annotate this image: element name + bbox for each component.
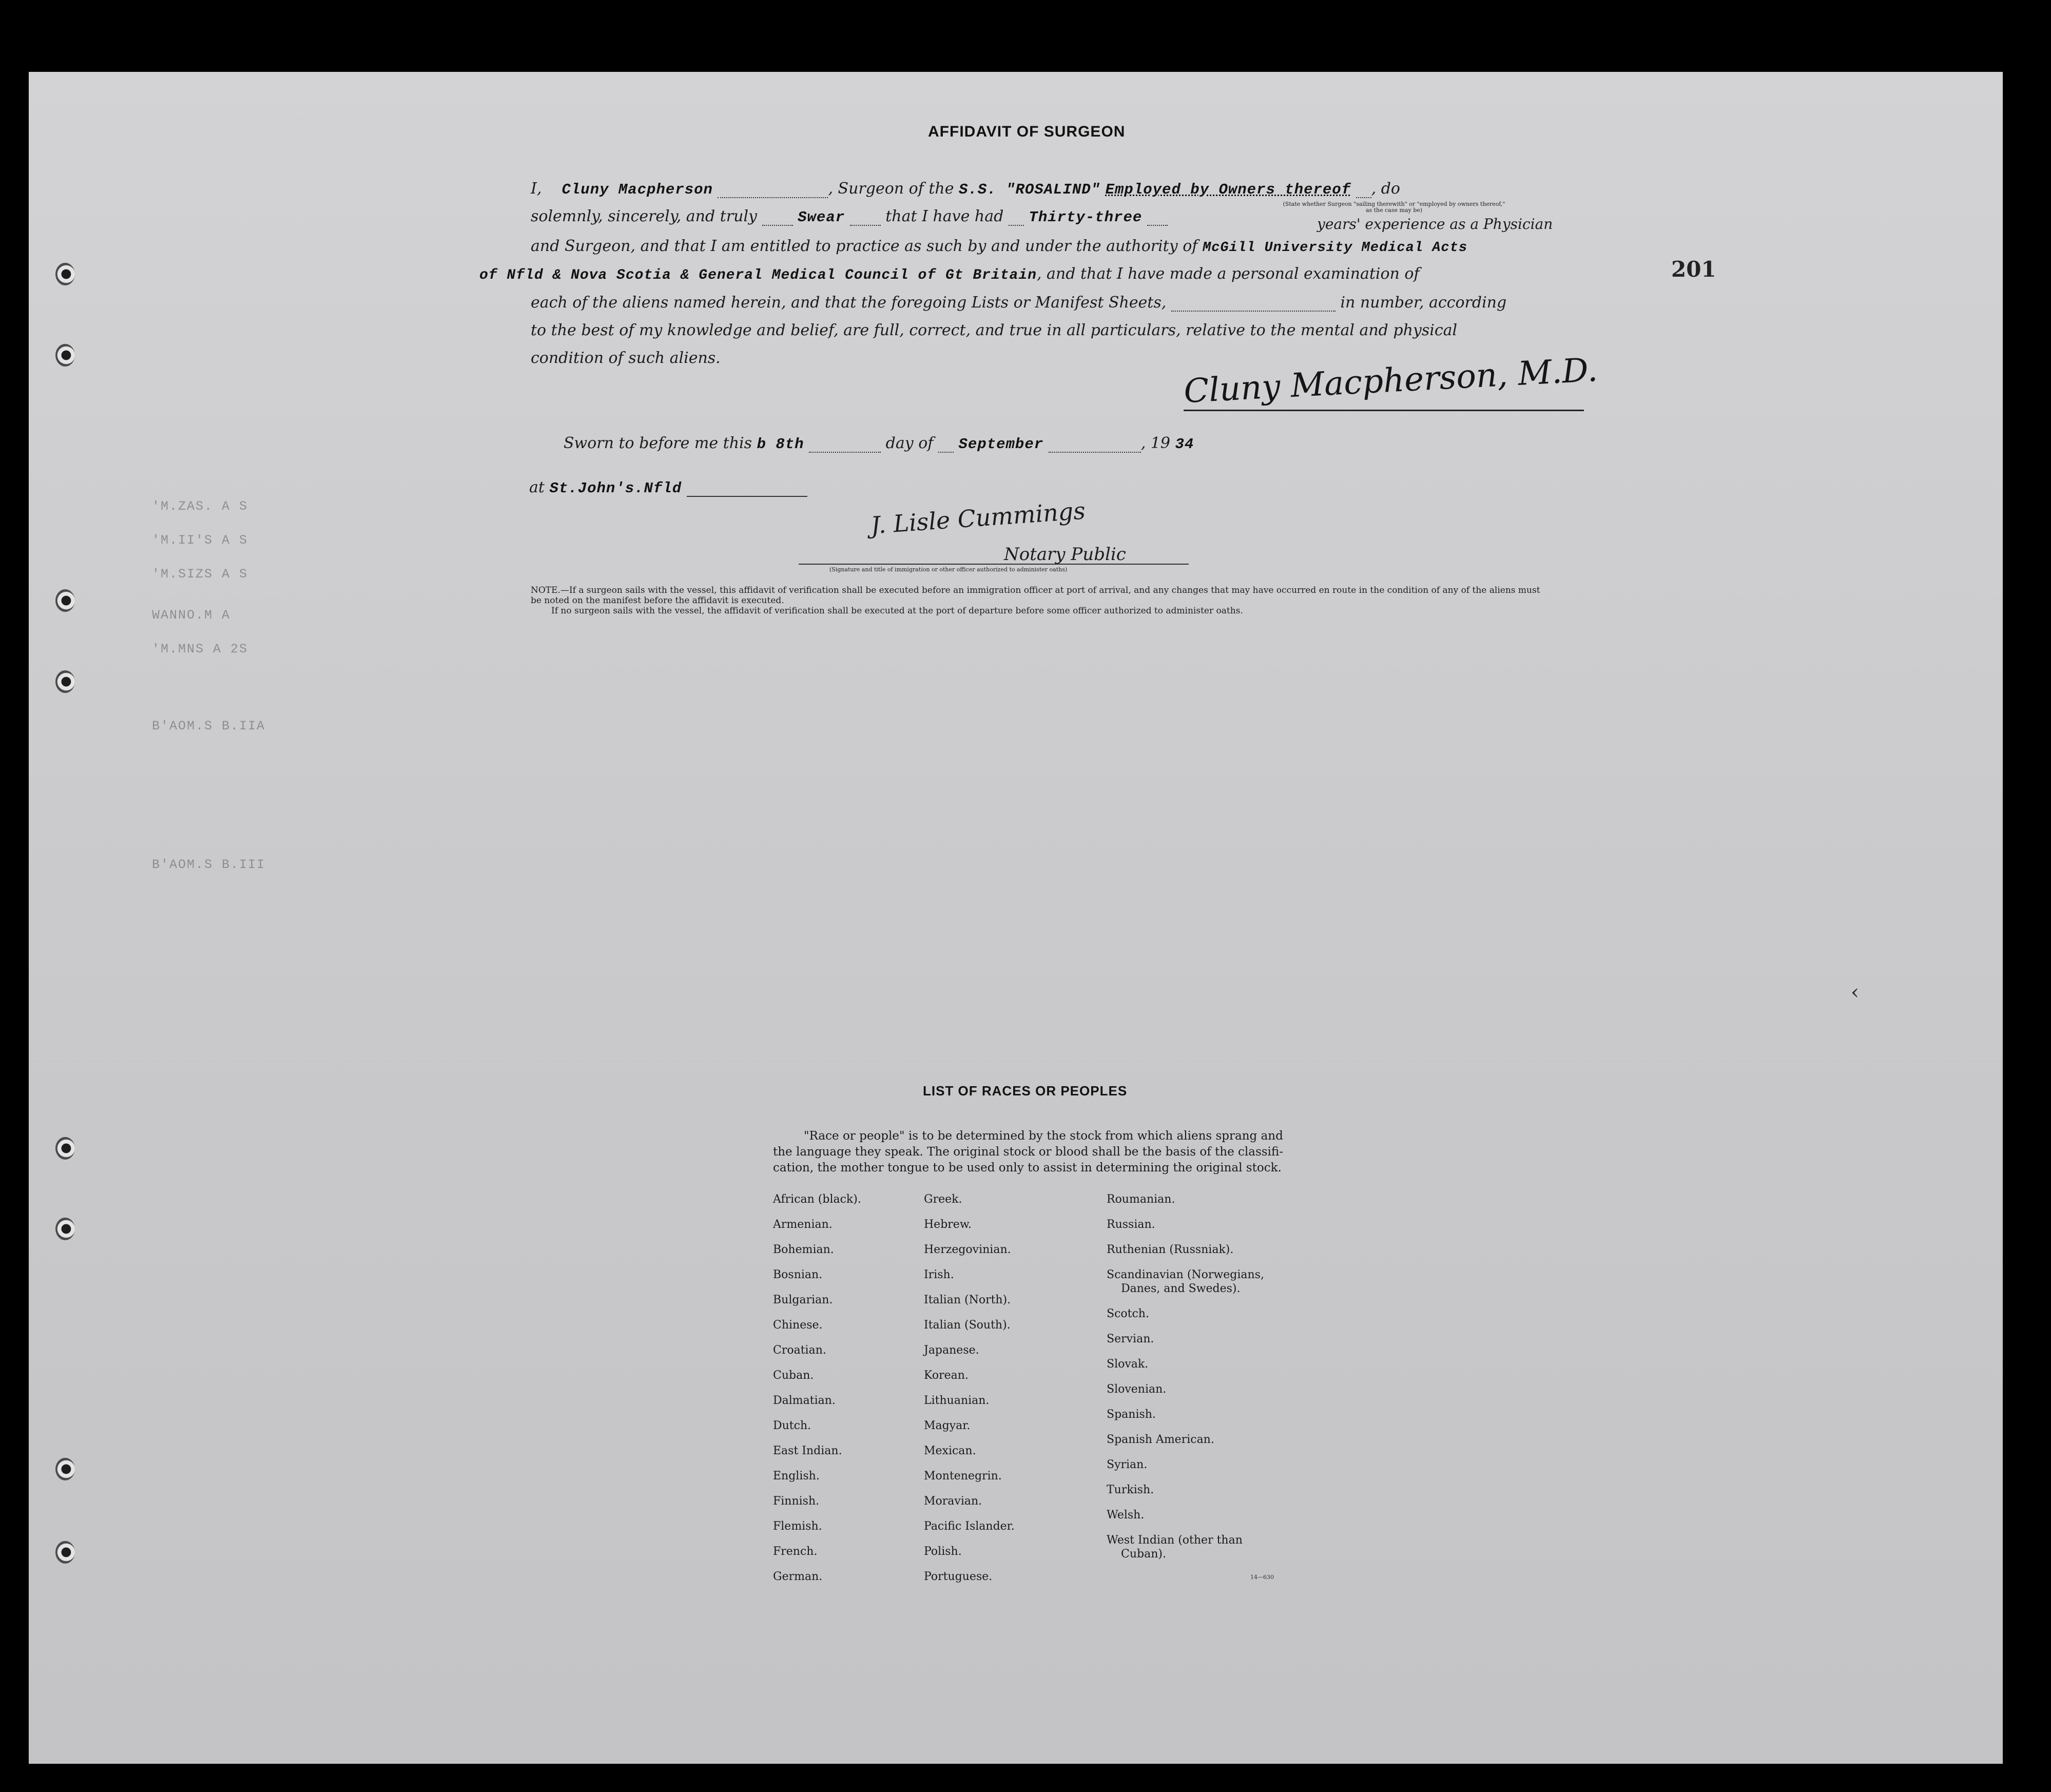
showthrough-text: WANNO.M A xyxy=(152,608,231,623)
race-item: Spanish. xyxy=(1107,1408,1156,1421)
dotted-line xyxy=(1009,210,1024,226)
race-item: Danes, and Swedes). xyxy=(1121,1282,1241,1295)
officer-line xyxy=(799,564,1189,565)
employment-instruction: (State whether Surgeon "sailing therewith" or "employed by owners thereof," as the case may be) xyxy=(1283,201,1505,214)
sworn-line xyxy=(564,434,1194,453)
races-column-3 xyxy=(1107,1187,1264,1567)
race-item: Slovak. xyxy=(1107,1358,1149,1371)
race-item: Mexican. xyxy=(924,1444,976,1457)
races-column-2 xyxy=(924,1187,1015,1589)
dotted-line xyxy=(1171,296,1336,312)
race-item: Cuban. xyxy=(773,1369,814,1382)
race-item: Pacific Islander. xyxy=(924,1520,1015,1533)
race-item: Moravian. xyxy=(924,1495,982,1508)
dotted-line xyxy=(1147,210,1168,226)
race-item: German. xyxy=(773,1570,823,1583)
note-paragraph-2: If no surgeon sails with the vessel, the affidavit of verification shall be executed at the port of departure before some officer authorized to administer oaths. xyxy=(551,606,1243,616)
races-column-1 xyxy=(773,1187,861,1589)
text: and Surgeon, and that I am entitled to practice as such by and under the authority of xyxy=(531,237,1198,255)
authority-line-1: McGill University Medical Acts xyxy=(1202,240,1468,256)
text: I, xyxy=(531,180,542,198)
punch-hole xyxy=(55,670,75,693)
text: , do xyxy=(1371,180,1400,198)
dotted-line xyxy=(850,210,881,226)
showthrough-text: 'M.II'S A S xyxy=(152,533,248,548)
race-item: Cuban). xyxy=(1121,1548,1166,1560)
race-item: Croatian. xyxy=(773,1344,826,1357)
race-item: Turkish. xyxy=(1107,1483,1154,1496)
race-item: Slovenian. xyxy=(1107,1383,1167,1396)
dotted-line xyxy=(1356,183,1371,198)
races-intro-2: the language they speak. The original stock or blood shall be the basis of the classifi- xyxy=(773,1145,1284,1159)
officer-signature: J. Lisle Cummings xyxy=(869,496,1087,539)
race-item: Korean. xyxy=(924,1369,969,1382)
race-item: Chinese. xyxy=(773,1319,823,1332)
affidavit-note xyxy=(531,585,1542,616)
race-item: African (black). xyxy=(773,1193,861,1206)
showthrough-text: 'M.SIZS A S xyxy=(152,567,248,582)
text: , and that I have made a personal examination of xyxy=(1036,265,1420,283)
race-item: Syrian. xyxy=(1107,1458,1148,1471)
race-item: Italian (South). xyxy=(924,1319,1011,1332)
race-item: Magyar. xyxy=(924,1419,971,1432)
text: each of the aliens named herein, and that the foregoing Lists or Manifest Sheets, xyxy=(531,294,1167,312)
dotted-line xyxy=(809,437,881,453)
employment: Employed by Owners thereof xyxy=(1105,181,1351,198)
text: Sworn to before me this xyxy=(564,434,752,452)
race-item: Welsh. xyxy=(1107,1509,1145,1521)
showthrough-text: 'M.MNS A 2S xyxy=(152,642,248,657)
race-item: Roumanian. xyxy=(1107,1193,1175,1206)
race-item: French. xyxy=(773,1545,818,1558)
punch-hole xyxy=(55,1541,75,1564)
note-paragraph-1: NOTE.—If a surgeon sails with the vessel, this affidavit of verification shall be executed before an immigration officer at port of arrival, and any changes that may have occurred en route in the condition of any of the aliens must be noted on the manifest before the affidavit is executed. xyxy=(531,585,1540,606)
text: in number, according xyxy=(1340,294,1507,312)
surgeon-name: Cluny Macpherson xyxy=(562,181,713,198)
race-item: Finnish. xyxy=(773,1495,820,1508)
affidavit-line-2-end: years' experience as a Physician xyxy=(1317,216,1553,233)
race-item: Portuguese. xyxy=(924,1570,993,1583)
punch-hole xyxy=(55,1458,75,1480)
punch-hole xyxy=(55,589,75,612)
affidavit-title: AFFIDAVIT OF SURGEON xyxy=(928,123,1126,140)
officer-title: Notary Public xyxy=(1004,544,1126,565)
affidavit-line-3 xyxy=(531,237,1467,256)
text: that I have had xyxy=(885,207,1004,225)
dotted-line xyxy=(938,437,954,453)
text: at xyxy=(529,478,545,496)
sworn-month: September xyxy=(958,436,1044,453)
race-item: East Indian. xyxy=(773,1444,842,1457)
signature-line xyxy=(1184,410,1584,411)
race-item: Japanese. xyxy=(924,1344,979,1357)
text: day of xyxy=(885,434,934,452)
affidavit-line-2 xyxy=(531,207,1168,226)
races-title: LIST OF RACES OR PEOPLES xyxy=(923,1083,1128,1099)
affidavit-line-5 xyxy=(531,294,1506,312)
text: , 19 xyxy=(1140,434,1170,452)
punch-hole xyxy=(55,1137,75,1160)
race-item: Hebrew. xyxy=(924,1218,972,1231)
affidavit-line-4 xyxy=(479,265,1420,283)
punch-hole xyxy=(55,344,75,367)
race-item: Servian. xyxy=(1107,1333,1154,1345)
document-sheet xyxy=(29,72,2003,1764)
dotted-line xyxy=(718,183,828,198)
affidavit-line-7: condition of such aliens. xyxy=(531,349,721,367)
race-item: West Indian (other than xyxy=(1107,1534,1243,1547)
race-item: Polish. xyxy=(924,1545,962,1558)
text: solemnly, sincerely, and truly xyxy=(531,207,758,225)
affidavit-line-6: to the best of my knowledge and belief, are full, correct, and true in all particulars, relative to the mental and physical xyxy=(531,321,1458,339)
sworn-place-line xyxy=(529,478,807,497)
race-item: Italian (North). xyxy=(924,1294,1011,1306)
surgeon-signature: Cluny Macpherson, M.D. xyxy=(1183,351,1599,411)
race-item: Bosnian. xyxy=(773,1268,823,1281)
race-item: Bulgarian. xyxy=(773,1294,833,1306)
showthrough-text: B'AOM.S B.IIA xyxy=(152,719,266,734)
race-item: Dutch. xyxy=(773,1419,811,1432)
race-item: Spanish American. xyxy=(1107,1433,1214,1446)
authority-line-2: of Nfld & Nova Scotia & General Medical Council of Gt Britain xyxy=(479,267,1037,283)
race-item: Irish. xyxy=(924,1268,954,1281)
races-intro-3: cation, the mother tongue to be used only to assist in determining the original stock. xyxy=(773,1161,1282,1174)
race-item: Russian. xyxy=(1107,1218,1155,1231)
race-item: Armenian. xyxy=(773,1218,833,1231)
affidavit-line-1 xyxy=(531,180,1400,198)
punch-hole xyxy=(55,1218,75,1240)
text: , Surgeon of the xyxy=(828,180,954,198)
showthrough-text: B'AOM.S B.III xyxy=(152,857,266,872)
dotted-line xyxy=(1049,437,1141,453)
race-item: Ruthenian (Russniak). xyxy=(1107,1243,1234,1256)
race-item: Flemish. xyxy=(773,1520,822,1533)
form-number: 14—630 xyxy=(1250,1574,1274,1581)
races-intro-1: "Race or people" is to be determined by the stock from which aliens sprang and xyxy=(804,1129,1283,1143)
showthrough-text: 'M.ZAS. A S xyxy=(152,499,248,514)
margin-mark: ‹ xyxy=(1851,980,1859,1004)
race-item: English. xyxy=(773,1470,820,1482)
underline xyxy=(687,481,807,497)
ship-name: S.S. "ROSALIND" xyxy=(959,181,1101,198)
oath-type: Swear xyxy=(798,209,845,226)
race-item: Scandinavian (Norwegians, xyxy=(1107,1268,1264,1281)
race-item: Lithuanian. xyxy=(924,1394,990,1407)
race-item: Scotch. xyxy=(1107,1307,1149,1320)
race-item: Herzegovinian. xyxy=(924,1243,1011,1256)
years-experience: Thirty-three xyxy=(1029,209,1143,226)
dotted-line xyxy=(762,210,793,226)
race-item: Bohemian. xyxy=(773,1243,834,1256)
race-item: Greek. xyxy=(924,1193,962,1206)
race-item: Dalmatian. xyxy=(773,1394,836,1407)
sworn-place: St.John's.Nfld xyxy=(549,480,682,497)
punch-hole xyxy=(55,263,75,285)
race-item: Montenegrin. xyxy=(924,1470,1002,1482)
officer-caption: (Signature and title of immigration or other officer authorized to administer oaths) xyxy=(829,566,1068,573)
sworn-year: 34 xyxy=(1175,436,1194,453)
sworn-day: b 8th xyxy=(757,436,804,453)
page-number: 201 xyxy=(1671,257,1716,282)
